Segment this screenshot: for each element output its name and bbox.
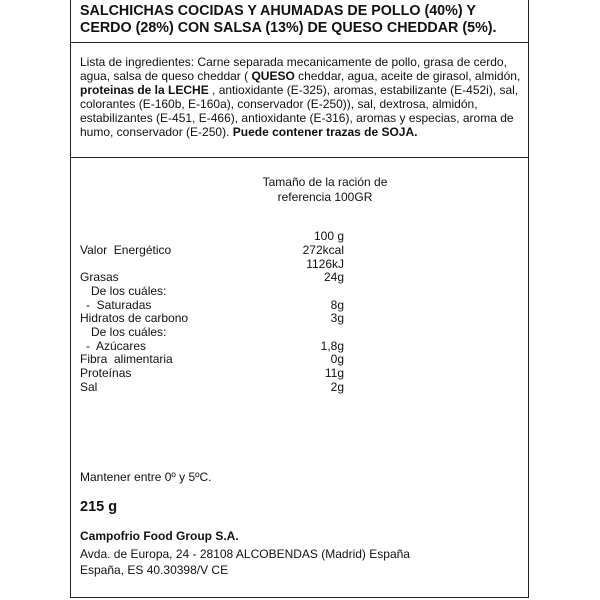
nutrient-value: 8g (330, 298, 344, 312)
nutrient-label: - Azúcares (86, 339, 147, 353)
serving-reference (240, 175, 410, 205)
nutrition-row (80, 366, 360, 381)
nutrient-label: Hidratos de carbono (80, 311, 189, 325)
allergen-queso: QUESO (251, 69, 295, 83)
nutrient-value: 24g (323, 270, 344, 284)
nutrient-label: De los cuáles: (91, 325, 167, 339)
nutrition-row (80, 380, 360, 395)
product-title: SALCHICHAS COCIDAS Y AHUMADAS DE POLLO (40%) Y CERDO (28%) CON SALSA (13%) DE QUESO CHEDDAR (5%). (80, 3, 497, 36)
nutrient-value: 0g (330, 352, 344, 366)
ingredients-list (80, 55, 526, 139)
nutrient-label: Sal (80, 380, 98, 394)
nutrient-label: - Saturadas (86, 298, 152, 312)
nutrition-row (80, 284, 360, 299)
nutrient-label: Proteínas (80, 366, 132, 380)
nutrient-label: Grasas (80, 270, 119, 284)
nutrient-value: 100 g (313, 229, 344, 243)
nutrition-row (80, 229, 360, 244)
nutrition-row (80, 270, 360, 285)
serving-line-1: Tamaño de la ración de (262, 175, 388, 189)
nutrition-row (80, 325, 360, 340)
company-name: Campofrio Food Group S.A. (80, 529, 239, 543)
ingredients-text-1: Lista de ingredientes: Carne separada mecanicamente de pollo, grasa de cerdo, agua, salsa de queso cheddar ( (80, 55, 507, 83)
nutrient-value: 2g (330, 380, 344, 394)
health-registry: España, ES 40.30398/V CE (80, 563, 229, 577)
ingredients-text-3: , antioxidante (E-325), aromas, estabilizante (E-452i), sal, colorantes (E-160b, E-160a), conservador (E-250)), sal, dextrosa, almidón, estabilizantes (E-451, E-466), antioxidante (E-316), aromas y especias, aroma de humo, conservador (E-250). (80, 83, 519, 139)
nutrient-label: De los cuáles: (91, 284, 167, 298)
allergen-leche: proteinas de la LECHE (80, 83, 209, 97)
divider-top (70, 42, 529, 43)
net-weight: 215 g (80, 499, 118, 515)
company-address: Avda. de Europa, 24 - 28108 ALCOBENDAS (Madrid) España (80, 547, 410, 561)
nutrition-row (80, 311, 360, 326)
nutrition-row (80, 352, 360, 367)
serving-line-2: referencia 100GR (277, 190, 373, 204)
nutrient-label: Valor Energético (80, 243, 172, 257)
nutrient-value: 3g (330, 311, 344, 325)
nutrient-value: 272kcal (302, 243, 344, 257)
nutrient-value: 1126kJ (306, 257, 344, 271)
nutrient-value: 1,8g (320, 339, 344, 353)
nutrition-row (80, 243, 360, 258)
ingredients-text-2: cheddar, agua, aceite de girasol, almidón, (294, 69, 521, 83)
storage-instructions: Mantener entre 0º y 5ºC. (80, 470, 212, 484)
nutrient-label: Fibra alimentaria (80, 352, 173, 366)
divider-mid (70, 157, 529, 158)
nutrient-value: 11g (324, 366, 344, 380)
allergen-traces: Puede contener trazas de SOJA. (232, 125, 418, 139)
